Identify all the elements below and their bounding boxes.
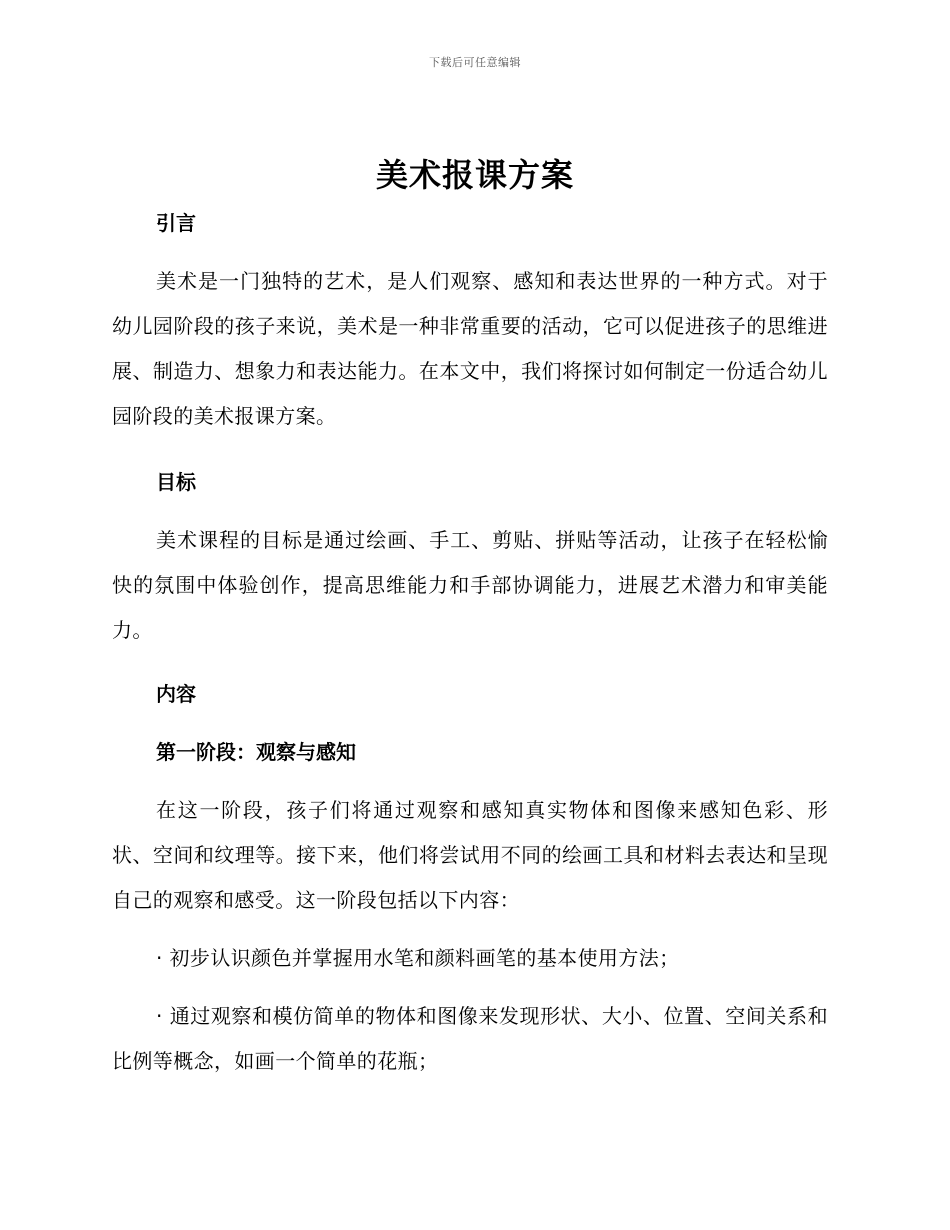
document-title: 美术报课方案: [375, 156, 574, 194]
section-heading-intro: 引言: [156, 211, 196, 235]
bullet-item: · 通过观察和模仿简单的物体和图像来发现形状、大小、位置、空间关系和比例等概念，如画一个简单的花瓶；: [112, 1004, 828, 1073]
page-header-note: 下载后可任意编辑: [429, 56, 521, 69]
document-body: [112, 200, 828, 1084]
section-heading-content: 内容: [156, 682, 196, 706]
section-paragraph-goal: 美术课程的目标是通过绘画、手工、剪贴、拼贴等活动，让孩子在轻松愉快的氛围中体验创作，提高思维能力和手部协调能力，进展艺术潜力和审美能力。: [112, 528, 828, 642]
section-paragraph-intro: 美术是一门独特的艺术，是人们观察、感知和表达世界的一种方式。对于幼儿园阶段的孩子来说，美术是一种非常重要的活动，它可以促进孩子的思维进展、制造力、想象力和表达能力。在本文中，我们将探讨如何制定一份适合幼儿园阶段的美术报课方案。: [112, 269, 828, 428]
section-heading-goal: 目标: [156, 470, 196, 494]
bullet-item: · 初步认识颜色并掌握用水笔和颜料画笔的基本使用方法；: [156, 946, 680, 970]
subsection-heading-stage1: 第一阶段：观察与感知: [156, 740, 356, 764]
subsection-paragraph-stage1: 在这一阶段，孩子们将通过观察和感知真实物体和图像来感知色彩、形状、空间和纹理等。接下来，他们将尝试用不同的绘画工具和材料去表达和呈现自己的观察和感受。这一阶段包括以下内容：: [112, 798, 828, 912]
